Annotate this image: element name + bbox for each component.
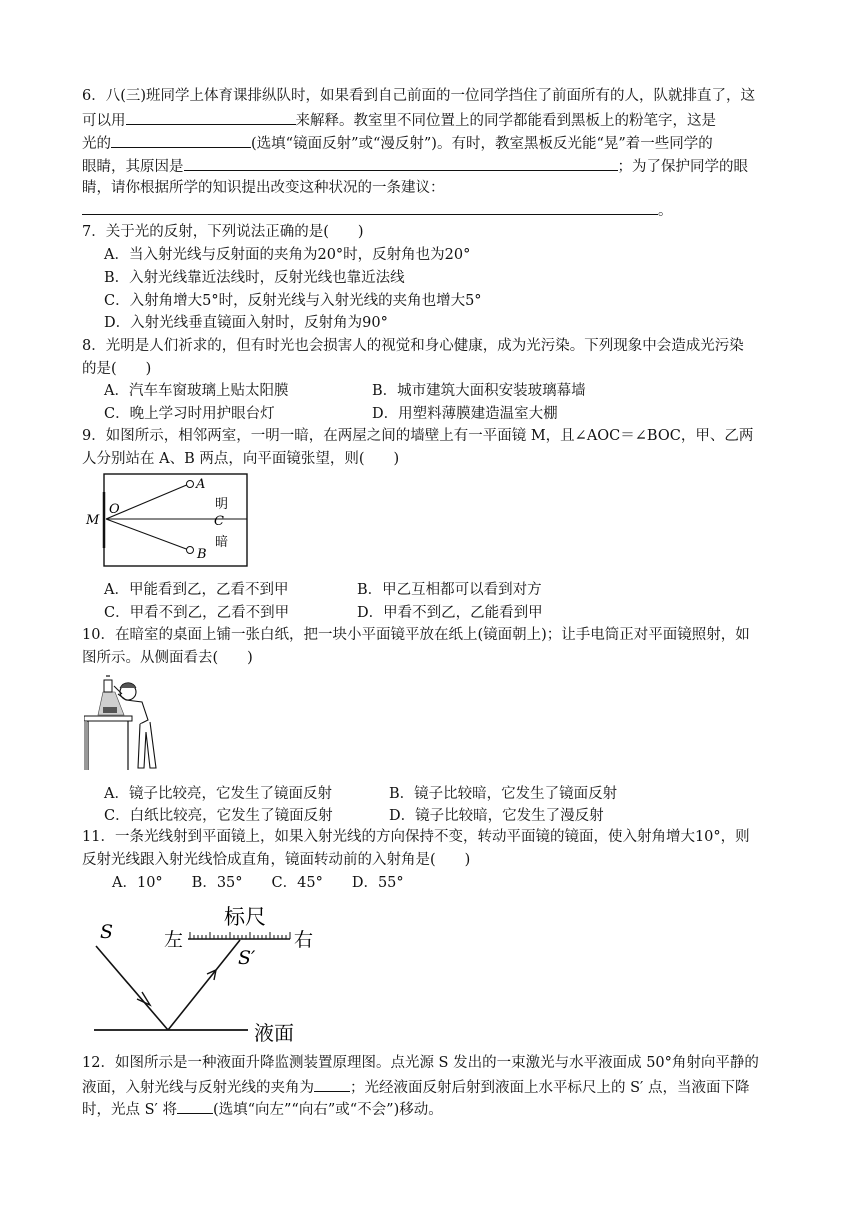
q10-option-d[interactable]: D．镜子比较暗，它发生了漫反射 [389, 808, 604, 824]
label-left: 左 [164, 929, 184, 951]
q6-line-4 [82, 155, 748, 177]
q6-blank-4[interactable] [82, 199, 658, 215]
q9-stem-2: 人分别站在 A、B 两点，向平面镜张望，则( ) [82, 451, 400, 467]
q7-option-d[interactable]: D．入射光线垂直镜面入射时，反射角为90° [104, 315, 388, 331]
q6-line-5: 睛，请你根据所学的知识提出改变这种状况的一条建议： [82, 180, 445, 196]
q9-figure [84, 470, 254, 572]
label-bright: 明 [215, 497, 229, 512]
q12-blank-2[interactable] [177, 1098, 213, 1114]
q6-text: 光的 [82, 136, 111, 152]
q7-stem: 7．关于光的反射，下列说法正确的是( ) [82, 224, 364, 240]
point-b [187, 547, 194, 554]
q12-line-1: 12．如图所示是一种液面升降监测装置原理图。点光源 S 发出的一束激光与水平液面成 50°角射向平静的 [82, 1055, 759, 1071]
incident-ray [96, 946, 168, 1030]
label-b: B [197, 547, 207, 562]
q12-text: (选填“向左”“向右”或“不会”)移动。 [212, 1102, 443, 1118]
q10-option-a[interactable]: A．镜子比较亮，它发生了镜面反射 [104, 786, 332, 802]
q8-option-b[interactable]: B．城市建筑大面积安装玻璃幕墙 [372, 383, 586, 399]
point-a [187, 481, 194, 488]
q10-stem-2: 图所示。从侧面看去( ) [82, 650, 253, 666]
label-c: C [214, 514, 224, 529]
q8-stem-1: 8．光明是人们祈求的，但有时光也会损害人的视觉和身心健康，成为光污染。下列现象中会造成光污染 [82, 338, 744, 354]
ruler-ticks [190, 932, 290, 939]
q8-option-d[interactable]: D．用塑料薄膜建造温室大棚 [372, 406, 558, 422]
q9-stem-1: 9．如图所示，相邻两室，一明一暗，在两屋之间的墙壁上有一平面镜 M，且∠AOC＝∠BOC，甲、乙两 [82, 428, 754, 444]
q6-line-6 [82, 199, 673, 221]
q6-blank-3[interactable] [184, 155, 618, 171]
q12-line-2 [82, 1076, 749, 1098]
q10-option-c[interactable]: C．白纸比较亮，它发生了镜面反射 [104, 808, 333, 824]
table-side [84, 722, 88, 770]
q6-text: 。 [658, 203, 673, 219]
room-outline [104, 474, 247, 566]
q9-option-c[interactable]: C．甲看不到乙，乙看不到甲 [104, 605, 290, 621]
q12-figure [86, 900, 316, 1050]
q9-option-b[interactable]: B．甲乙互相都可以看到对方 [357, 582, 542, 598]
q11-stem-1: 11．一条光线射到平面镜上，如果入射光线的方向保持不变，转动平面镜的镜面，使入射角增大10°，则 [82, 829, 750, 845]
label-s: S [100, 921, 114, 943]
arrow-icon [137, 992, 150, 1005]
q6-text: 眼睛，其原因是 [82, 159, 184, 175]
q8-option-a[interactable]: A．汽车车窗玻璃上贴太阳膜 [104, 383, 289, 399]
q7-option-c[interactable]: C．入射角增大5°时，反射光线与入射光线的夹角也增大5° [104, 293, 482, 309]
label-a: A [196, 477, 206, 492]
q6-text: 来解释。教室里不同位置上的同学都能看到黑板上的粉笔字，这是 [295, 113, 716, 129]
q9-option-a[interactable]: A．甲能看到乙，乙看不到甲 [104, 582, 289, 598]
person-legs [138, 722, 156, 768]
q11-stem-2: 反射光线跟入射光线恰成直角，镜面转动前的入射角是( ) [82, 852, 471, 868]
q10-figure [84, 672, 164, 772]
q9-option-d[interactable]: D．甲看不到乙，乙能看到甲 [357, 605, 543, 621]
q7-option-a[interactable]: A．当入射光线与反射面的夹角为20°时，反射角也为20° [104, 247, 471, 263]
q12-blank-1[interactable] [314, 1076, 350, 1092]
label-ruler: 标尺 [224, 905, 266, 929]
q8-stem-2: 的是( ) [82, 361, 152, 377]
q11-options[interactable]: A．10° B．35° C．45° D．55° [112, 875, 404, 891]
q10-option-b[interactable]: B．镜子比较暗，它发生了镜面反射 [389, 786, 618, 802]
flashlight-icon [104, 680, 112, 692]
q7-option-b[interactable]: B．入射光线靠近法线时，反射光线也靠近法线 [104, 270, 405, 286]
q6-line-1: 6．八(三)班同学上体育课排纵队时，如果看到自己前面的一位同学挡住了前面所有的人，队就排直了，这 [82, 88, 756, 104]
q10-stem-1: 10．在暗室的桌面上铺一张白纸，把一块小平面镜平放在纸上(镜面朝上)；让手电筒正对平面镜照射，如 [82, 627, 750, 643]
q6-text: ；为了保护同学的眼 [617, 159, 748, 175]
table-top [84, 716, 132, 721]
ray-ob [106, 519, 189, 550]
q6-text: (选填“镜面反射”或“漫反射”)。有时，教室黑板反光能“晃”着一些同学的 [251, 136, 713, 152]
label-dark: 暗 [215, 535, 229, 550]
q8-option-c[interactable]: C．晚上学习时用护眼台灯 [104, 406, 275, 422]
q6-text: 可以用 [82, 113, 126, 129]
q12-text: ；光经液面反射后射到液面上水平标尺上的 S′ 点，当液面下降 [350, 1080, 750, 1096]
label-s-prime: S′ [238, 947, 256, 969]
label-right: 右 [294, 929, 314, 951]
label-m: M [86, 513, 100, 528]
q6-line-3 [82, 132, 713, 154]
q12-text: 液面，入射光线与反射光线的夹角为 [82, 1080, 314, 1096]
reflected-ray [168, 940, 240, 1030]
mirror-on-paper [103, 707, 117, 713]
label-liquid-surface: 液面 [254, 1021, 294, 1045]
q6-line-2 [82, 109, 716, 131]
q6-blank-2[interactable] [111, 132, 251, 148]
q6-blank-1[interactable] [126, 109, 296, 125]
q12-line-3 [82, 1098, 443, 1120]
person-hair [120, 683, 136, 688]
q12-text: 时，光点 S′ 将 [82, 1102, 177, 1118]
label-o: O [109, 502, 120, 517]
